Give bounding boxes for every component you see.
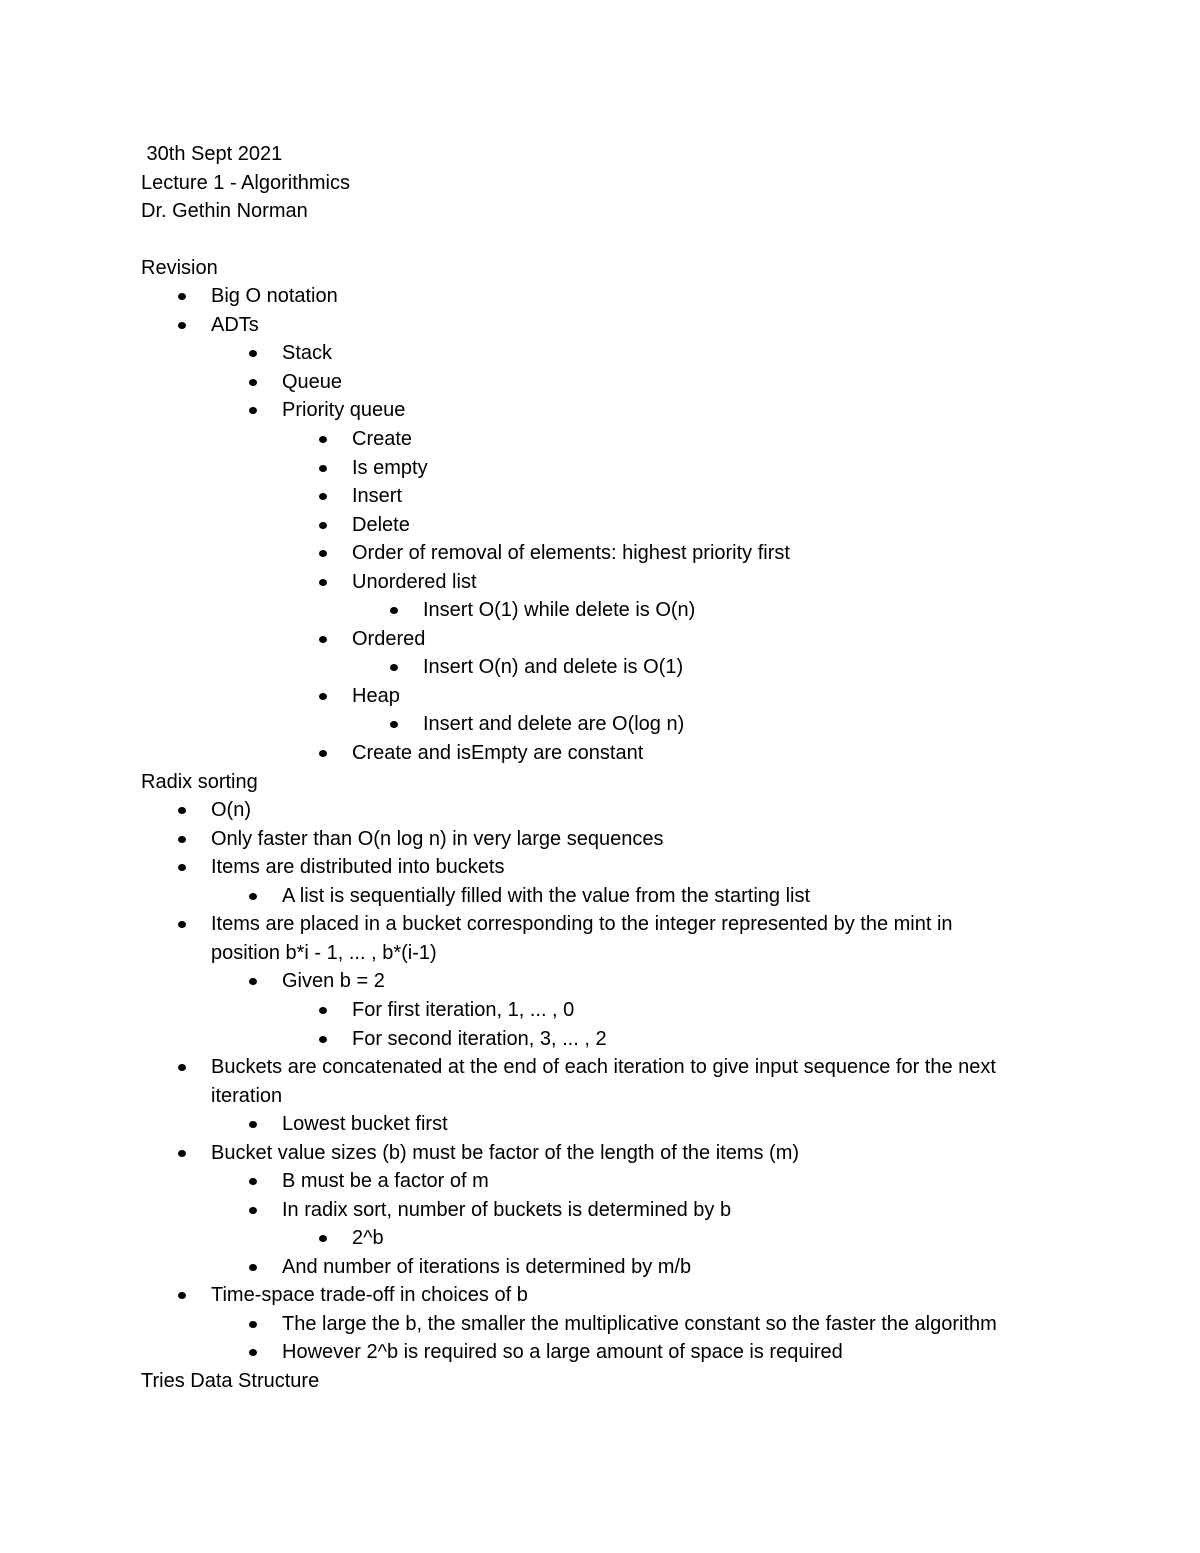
lecture-date: 30th Sept 2021	[141, 143, 283, 165]
list-item-text: 2^b	[352, 1227, 384, 1249]
list-item-text: iteration	[211, 1085, 283, 1107]
bullet-icon	[178, 293, 186, 300]
list-item-text: Buckets are concatenated at the end of each iteration to give input sequence for the next	[211, 1056, 996, 1078]
list-item-text: However 2^b is required so a large amount of space is required	[282, 1341, 843, 1363]
lecture-title: Lecture 1 - Algorithmics	[141, 172, 350, 194]
bullet-icon	[319, 465, 327, 472]
bullet-icon	[249, 350, 257, 357]
list-item-text: Items are placed in a bucket corresponding to the integer represented by the mint in	[211, 913, 953, 935]
list-item-text: Ordered	[352, 628, 426, 650]
list-item-text: Bucket value sizes (b) must be factor of the length of the items (m)	[211, 1142, 800, 1164]
bullet-icon	[249, 1207, 257, 1214]
list-item-text: Only faster than O(n log n) in very large sequences	[211, 828, 664, 850]
list-item-text: Create and isEmpty are constant	[352, 742, 644, 764]
list-item-text: In radix sort, number of buckets is determined by b	[282, 1199, 732, 1221]
bullet-icon	[178, 1150, 186, 1157]
bullet-icon	[178, 836, 186, 843]
list-item-text: For second iteration, 3, ... , 2	[352, 1028, 607, 1050]
list-item-text: Insert O(1) while delete is O(n)	[423, 599, 696, 621]
bullet-icon	[390, 607, 398, 614]
bullet-icon	[319, 579, 327, 586]
list-item-text: Insert	[352, 485, 403, 507]
bullet-icon	[249, 978, 257, 985]
bullet-icon	[249, 1178, 257, 1185]
list-item-text: Heap	[352, 685, 400, 707]
list-item-text: And number of iterations is determined by m/b	[282, 1256, 692, 1278]
bullet-icon	[178, 921, 186, 928]
bullet-icon	[249, 1264, 257, 1271]
list-item-text: A list is sequentially filled with the value from the starting list	[282, 885, 811, 907]
list-item-text: B must be a factor of m	[282, 1170, 489, 1192]
bullet-icon	[319, 1036, 327, 1043]
list-item-text: Queue	[282, 371, 343, 393]
list-item-text: Priority queue	[282, 399, 406, 421]
list-item-text: Stack	[282, 342, 333, 364]
bullet-icon	[249, 1349, 257, 1356]
bullet-icon	[319, 522, 327, 529]
bullet-icon	[319, 1235, 327, 1242]
bullet-icon	[249, 407, 257, 414]
bullet-icon	[178, 864, 186, 871]
list-item-text: Big O notation	[211, 285, 338, 307]
bullet-icon	[390, 721, 398, 728]
bullet-icon	[390, 664, 398, 671]
bullet-icon	[249, 1121, 257, 1128]
bullet-icon	[178, 322, 186, 329]
list-item-text: For first iteration, 1, ... , 0	[352, 999, 575, 1021]
bullet-icon	[178, 807, 186, 814]
bullet-icon	[319, 550, 327, 557]
list-item-text: Items are distributed into buckets	[211, 856, 505, 878]
tries-heading: Tries Data Structure	[141, 1370, 320, 1392]
bullet-icon	[319, 693, 327, 700]
radix-heading: Radix sorting	[141, 771, 258, 793]
bullet-icon	[249, 1321, 257, 1328]
bullet-icon	[178, 1292, 186, 1299]
bullet-icon	[319, 750, 327, 757]
list-item-text: Lowest bucket first	[282, 1113, 448, 1135]
list-item-text: Create	[352, 428, 413, 450]
list-item-text: Unordered list	[352, 571, 477, 593]
revision-heading: Revision	[141, 257, 218, 279]
bullet-icon	[249, 379, 257, 386]
list-item-text: Order of removal of elements: highest priority first	[352, 542, 790, 564]
list-item-text: Given b = 2	[282, 970, 385, 992]
bullet-icon	[319, 636, 327, 643]
list-item-text: Time-space trade-off in choices of b	[211, 1284, 528, 1306]
bullet-icon	[319, 436, 327, 443]
bullet-icon	[178, 1064, 186, 1071]
bullet-icon	[319, 1007, 327, 1014]
lecturer-name: Dr. Gethin Norman	[141, 200, 308, 222]
bullet-icon	[249, 893, 257, 900]
list-item-text: Delete	[352, 514, 410, 536]
list-item-text: ADTs	[211, 314, 259, 336]
list-item-text: position b*i - 1, ... , b*(i-1)	[211, 942, 437, 964]
list-item-text: The large the b, the smaller the multiplicative constant so the faster the algorithm	[282, 1313, 997, 1335]
list-item-text: Insert O(n) and delete is O(1)	[423, 656, 684, 678]
list-item-text: Insert and delete are O(log n)	[423, 713, 685, 735]
list-item-text: O(n)	[211, 799, 251, 821]
list-item-text: Is empty	[352, 457, 428, 479]
bullet-icon	[319, 493, 327, 500]
